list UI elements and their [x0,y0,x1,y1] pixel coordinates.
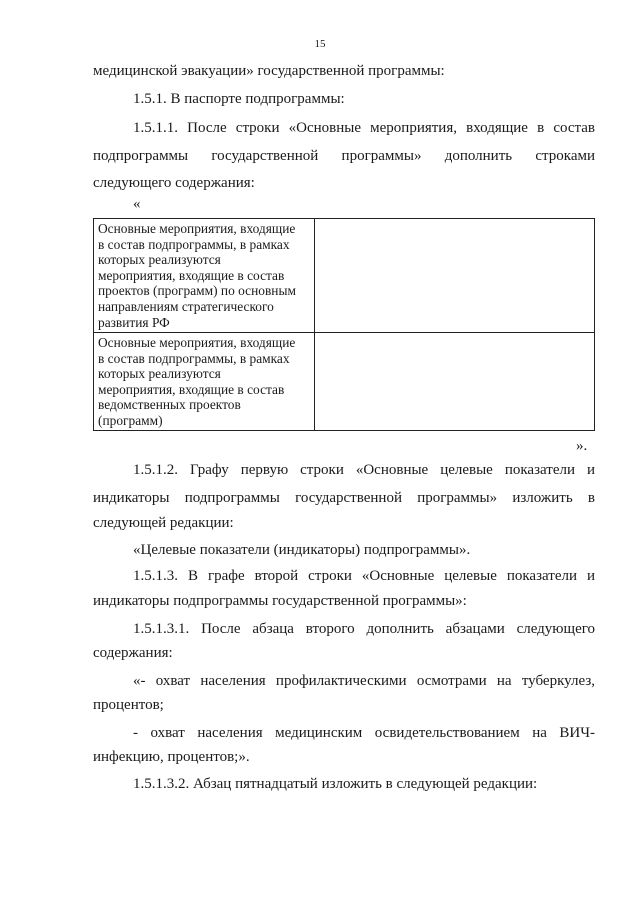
table-cell-empty [315,219,595,333]
cell-text-line: мероприятия, входящие в состав [98,381,285,397]
cell-text-line: которых реализуются [98,366,221,382]
cell-text-line: которых реализуются [98,252,221,268]
table-row [94,333,595,431]
cell-text-line: направлениям стратегического [98,298,274,314]
close-quote: ». [576,438,588,454]
table-row [94,219,595,333]
paragraph-line: «Целевые показатели (индикаторы) подпрограммы». [133,542,471,558]
paragraph-line: - охват населения медицинским освидетельствованием на ВИЧ- [133,725,595,741]
paragraph-line: 1.5.1.3.2. Абзац пятнадцатый изложить в следующей редакции: [133,776,538,792]
paragraph-line: индикаторы подпрограммы государственной программы»: [93,593,467,609]
page-number: 15 [314,38,326,50]
table-cell-title [94,333,315,431]
cell-text-line: в состав подпрограммы, в рамках [98,236,290,252]
paragraph-line: следующей редакции: [93,515,234,531]
cell-text-line: (программ) [98,412,163,428]
table-cell-empty [315,333,595,431]
paragraph-line: 1.5.1.3. В графе второй строки «Основные целевые показатели и [133,568,595,584]
cell-text-line: Основные мероприятия, входящие [98,335,296,350]
cell-text-line: ведомственных проектов [98,397,241,413]
inserted-rows-table [93,218,595,431]
paragraph-line: процентов; [93,697,164,713]
paragraph-line: 1.5.1. В паспорте подпрограммы: [133,91,345,107]
cell-text-line: развития РФ [98,314,170,330]
paragraph-line: 1.5.1.3.1. После абзаца второго дополнить абзацами следующего [133,621,595,637]
paragraph-line: содержания: [93,645,173,661]
paragraph-line: «- охват населения профилактическими осмотрами на туберкулез, [133,673,595,689]
cell-text-line: Основные мероприятия, входящие [98,221,296,236]
paragraph-line: подпрограммы государственной программы» дополнить строками [93,148,595,164]
open-quote: « [133,196,141,212]
paragraph-line: индикаторы подпрограммы государственной программы» изложить в [93,490,595,506]
paragraph-line: медицинской эвакуации» государственной программы: [93,63,445,79]
paragraph-line: следующего содержания: [93,175,255,191]
cell-text-line: мероприятия, входящие в состав [98,267,285,283]
cell-text-line: в состав подпрограммы, в рамках [98,350,290,366]
paragraph-line: 1.5.1.2. Графу первую строки «Основные целевые показатели и [133,462,595,478]
cell-text-line: проектов (программ) по основным [98,283,296,299]
table-cell-title [94,219,315,333]
paragraph-line: 1.5.1.1. После строки «Основные мероприятия, входящие в состав [133,120,595,136]
paragraph-line: инфекцию, процентов;». [93,749,250,765]
